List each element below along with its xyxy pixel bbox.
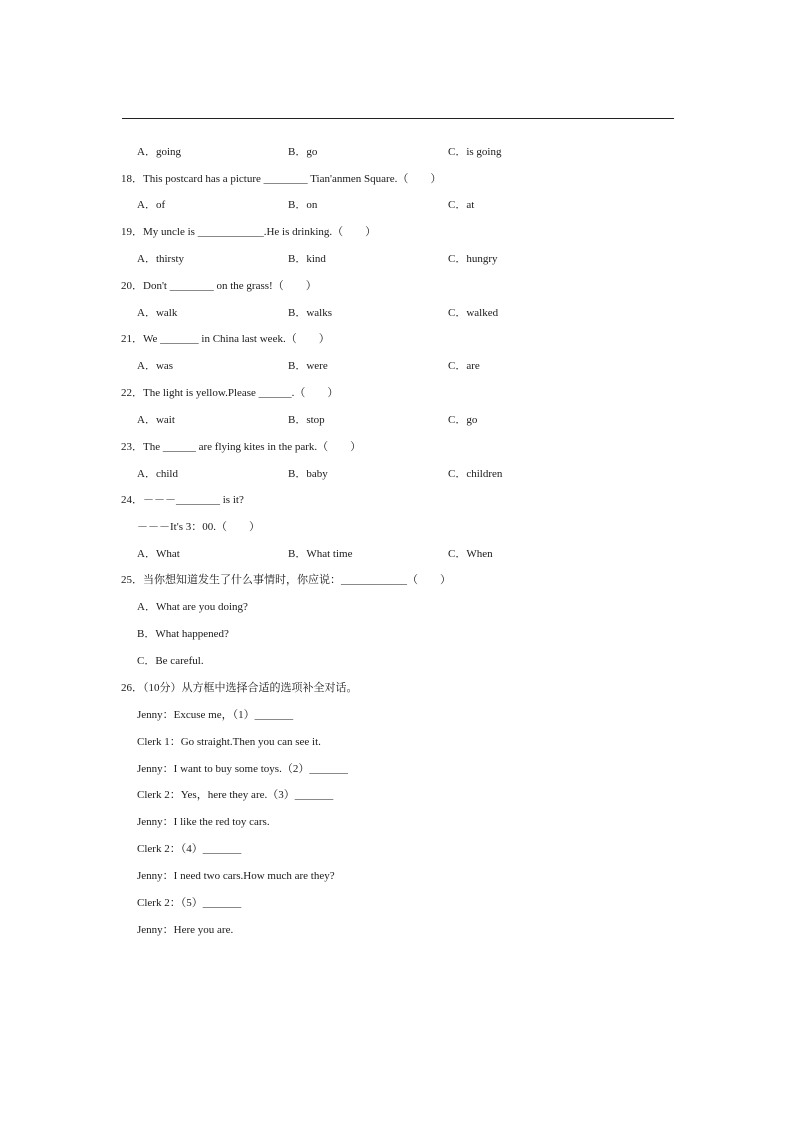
q25-stem: 25．当你想知道发生了什么事情时，你应说：____________（ ）: [121, 574, 451, 586]
q24-option-a: A．What: [137, 548, 180, 560]
q22-option-c: C．go: [448, 414, 478, 426]
dialogue-line: Clerk 1：Go straight.Then you can see it.: [137, 736, 321, 748]
q20-option-b: B．walks: [288, 307, 332, 319]
dialogue-line: Clerk 2：Yes，here they are.（3）_______: [137, 789, 334, 801]
q25-option-c: C．Be careful.: [137, 655, 204, 667]
q18-option-b: B．on: [288, 199, 318, 211]
header-rule: [122, 118, 674, 119]
q21-option-c: C．are: [448, 360, 480, 372]
q23-option-b: B．baby: [288, 468, 328, 480]
q18-stem: 18．This postcard has a picture ________ Tian'anmen Square.（ ）: [121, 173, 442, 185]
dialogue-line: Jenny：Here you are.: [137, 924, 234, 936]
dialogue-line: Clerk 2：（5）_______: [137, 897, 242, 909]
q24-option-b: B．What time: [288, 548, 353, 560]
q25-option-a: A．What are you doing?: [137, 601, 248, 613]
q19-option-b: B．kind: [288, 253, 326, 265]
q17-option-c: C．is going: [448, 146, 502, 158]
q23-option-a: A．child: [137, 468, 178, 480]
q21-option-b: B．were: [288, 360, 328, 372]
q22-option-a: A．wait: [137, 414, 175, 426]
q17-option-a: A．going: [137, 146, 181, 158]
q22-option-b: B．stop: [288, 414, 325, 426]
q26-stem: 26．（10分）从方框中选择合适的选项补全对话。: [121, 682, 358, 694]
q18-option-c: C．at: [448, 199, 475, 211]
q20-option-a: A．walk: [137, 307, 178, 319]
q24-stem: 24．－－－________ is it?: [121, 494, 244, 506]
q23-option-c: C．children: [448, 468, 503, 480]
dialogue-line: Jenny：Excuse me，（1）_______: [137, 709, 294, 721]
q21-stem: 21．We _______ in China last week.（ ）: [121, 333, 330, 345]
q24-answer-line: －－－It's 3：00.（ ）: [137, 521, 260, 533]
q17-option-b: B．go: [288, 146, 318, 158]
q20-option-c: C．walked: [448, 307, 499, 319]
dialogue-line: Jenny：I want to buy some toys.（2）_______: [137, 763, 348, 775]
q23-stem: 23．The ______ are flying kites in the park.（ ）: [121, 441, 362, 453]
q18-option-a: A．of: [137, 199, 166, 211]
q21-option-a: A．was: [137, 360, 174, 372]
dialogue-line: Jenny：I need two cars.How much are they?: [137, 870, 335, 882]
q20-stem: 20．Don't ________ on the grass!（ ）: [121, 280, 317, 292]
dialogue-line: Clerk 2：（4）_______: [137, 843, 242, 855]
q22-stem: 22．The light is yellow.Please ______.（ ）: [121, 387, 339, 399]
q19-option-c: C．hungry: [448, 253, 498, 265]
q19-stem: 19．My uncle is ____________.He is drinking.（ ）: [121, 226, 377, 238]
q24-option-c: C．When: [448, 548, 493, 560]
q19-option-a: A．thirsty: [137, 253, 185, 265]
dialogue-line: Jenny：I like the red toy cars.: [137, 816, 270, 828]
q25-option-b: B．What happened?: [137, 628, 229, 640]
